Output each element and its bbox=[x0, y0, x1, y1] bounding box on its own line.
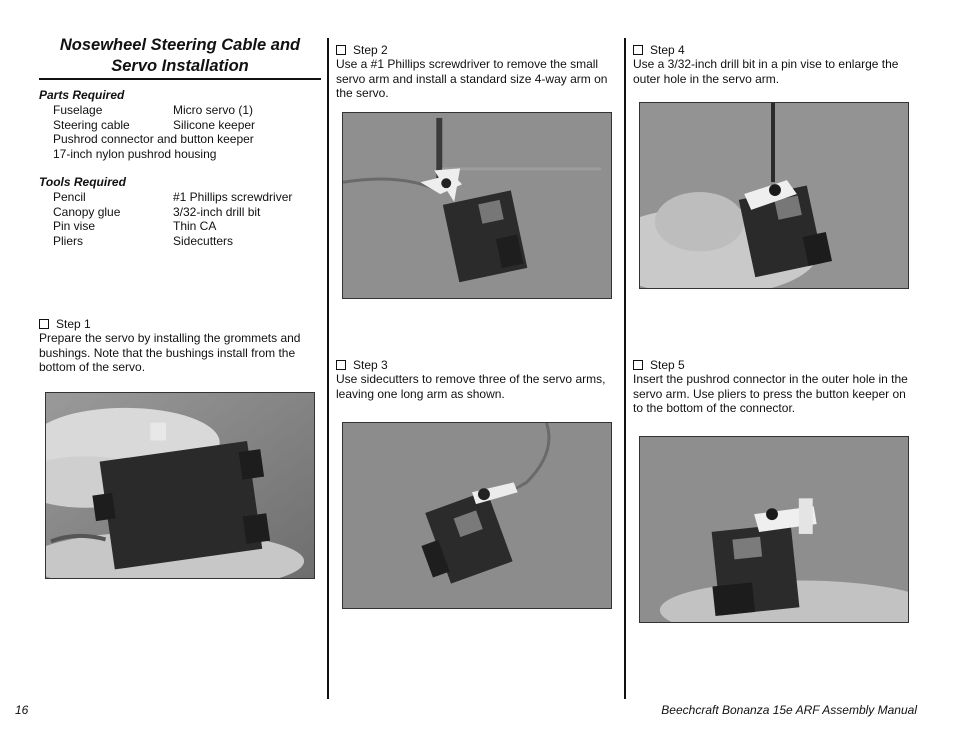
step-2-heading bbox=[336, 43, 388, 57]
tools-item: Canopy glue bbox=[53, 204, 121, 219]
step-4-text bbox=[633, 57, 923, 86]
step-3-line: leaving one long arm as shown. bbox=[336, 386, 505, 401]
step-1-line: bushings. Note that the bushings install from the bbox=[39, 345, 296, 360]
step-4-checkbox[interactable] bbox=[633, 45, 643, 55]
step-1-line: bottom of the servo. bbox=[39, 360, 146, 375]
parts-item: 17-inch nylon pushrod housing bbox=[53, 146, 217, 161]
section-title-line-1: Nosewheel Steering Cable and bbox=[59, 36, 301, 54]
tools-item: 3/32-inch drill bit bbox=[173, 204, 261, 219]
tools-item: #1 Phillips screwdriver bbox=[173, 190, 293, 204]
parts-item: Fuselage bbox=[53, 103, 103, 117]
step-5-line: servo arm. Use pliers to press the button keeper on bbox=[633, 386, 906, 401]
column-divider-2 bbox=[624, 38, 626, 699]
step-5-heading bbox=[633, 358, 685, 372]
parts-item: Pushrod connector and button keeper bbox=[53, 132, 254, 146]
parts-heading: Parts Required bbox=[39, 88, 125, 102]
tools-item: Thin CA bbox=[173, 219, 217, 233]
step-1-checkbox[interactable] bbox=[39, 319, 49, 329]
step-1-text bbox=[39, 331, 324, 375]
parts-item: Micro servo (1) bbox=[173, 103, 254, 117]
step-2-line: servo arm and install a standard size 4-way arm on bbox=[336, 71, 608, 86]
step-4-heading bbox=[633, 43, 685, 57]
step-5-photo bbox=[639, 436, 909, 623]
step-1-line: Prepare the servo by installing the grommets and bbox=[39, 331, 301, 345]
step-2-checkbox[interactable] bbox=[336, 45, 346, 55]
parts-item: Silicone keeper bbox=[173, 117, 256, 132]
section-title bbox=[39, 35, 321, 77]
tools-item: Sidecutters bbox=[173, 233, 234, 248]
step-5-line: to the bottom of the connector. bbox=[633, 401, 796, 416]
step-5-text bbox=[633, 372, 923, 416]
tools-heading: Tools Required bbox=[39, 175, 126, 189]
column-divider-1 bbox=[327, 38, 329, 699]
manual-title: Beechcraft Bonanza 15e ARF Assembly Manual bbox=[661, 703, 917, 717]
step-2-line: the servo. bbox=[336, 86, 389, 101]
step-2-photo bbox=[342, 112, 612, 299]
step-4-label: Step 4 bbox=[650, 43, 685, 57]
tools-item: Pin vise bbox=[53, 219, 96, 233]
step-1-heading bbox=[39, 317, 91, 331]
step-5-label: Step 5 bbox=[650, 358, 685, 372]
step-4-line: outer hole in the servo arm. bbox=[633, 71, 780, 86]
step-5-checkbox[interactable] bbox=[633, 360, 643, 370]
step-3-heading bbox=[336, 358, 388, 372]
step-1-photo bbox=[45, 392, 315, 579]
step-2-label: Step 2 bbox=[353, 43, 388, 57]
tools-item: Pencil bbox=[53, 190, 86, 204]
tools-item: Pliers bbox=[53, 233, 84, 248]
step-3-checkbox[interactable] bbox=[336, 360, 346, 370]
step-2-text bbox=[336, 57, 621, 101]
parts-list bbox=[53, 103, 323, 163]
step-5-line: Insert the pushrod connector in the outer hole in the bbox=[633, 372, 908, 386]
step-2-line: Use a #1 Phillips screwdriver to remove the small bbox=[336, 57, 599, 71]
step-3-line: Use sidecutters to remove three of the servo arms, bbox=[336, 372, 606, 386]
section-title-line-2: Servo Installation bbox=[111, 57, 249, 75]
parts-item: Steering cable bbox=[53, 117, 130, 132]
step-3-text bbox=[336, 372, 621, 401]
tools-list bbox=[53, 190, 323, 250]
step-4-photo bbox=[639, 102, 909, 289]
page-number: 16 bbox=[15, 703, 29, 717]
step-1-label: Step 1 bbox=[56, 317, 91, 331]
title-divider bbox=[39, 78, 321, 80]
step-3-label: Step 3 bbox=[353, 358, 388, 372]
step-3-photo bbox=[342, 422, 612, 609]
step-4-line: Use a 3/32-inch drill bit in a pin vise to enlarge the bbox=[633, 57, 899, 71]
